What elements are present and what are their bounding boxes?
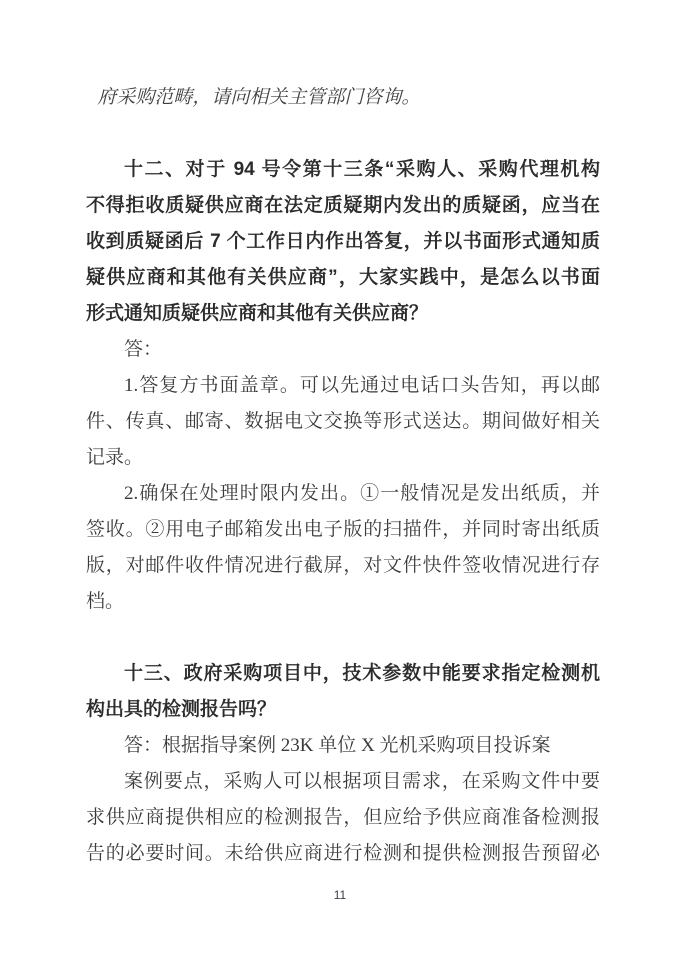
- answer-12-point-2: [86, 476, 600, 620]
- text-line: 十三、政府采购项目中，技术参数中能要求指定检测机: [124, 663, 600, 684]
- text-line: 求供应商提供相应的检测报告，但应给予供应商准备检测报: [86, 807, 600, 828]
- text-line: 档。: [86, 591, 125, 612]
- text-line: 版，对邮件收件情况进行截屏，对文件快件签收情况进行存: [86, 555, 600, 576]
- text-line: 答：: [124, 339, 163, 360]
- text-line: 案例要点，采购人可以根据项目需求，在采购文件中要: [124, 771, 600, 792]
- text-line: 1.答复方书面盖章。可以先通过电话口头告知，再以邮: [124, 375, 600, 396]
- question-13-heading: [86, 656, 600, 728]
- document-content: [86, 80, 600, 872]
- question-12-heading: [86, 152, 600, 332]
- text-line: 收到质疑函后 7 个工作日内作出答复，并以书面形式通知质: [86, 231, 600, 252]
- text-line: 构出具的检测报告吗？: [86, 699, 277, 720]
- text-line: 记录。: [86, 447, 144, 468]
- answer-12-label: [86, 332, 600, 368]
- carryover-sentence: [86, 80, 600, 116]
- answer-12-point-1: [86, 368, 600, 476]
- text-line: 件、传真、邮寄、数据电文交换等形式送达。期间做好相关: [86, 411, 600, 432]
- answer-13-label: [86, 728, 600, 764]
- page-number: 11: [333, 888, 347, 902]
- text-line: 答：根据指导案例 23K 单位 X 光机采购项目投诉案: [124, 735, 551, 756]
- text-line: 不得拒收质疑供应商在法定质疑期内发出的质疑函，应当在: [86, 195, 600, 216]
- text-line: 2.确保在处理时限内发出。①一般情况是发出纸质，并: [124, 483, 600, 504]
- text-line: 疑供应商和其他有关供应商”，大家实践中，是怎么以书面: [86, 267, 600, 288]
- answer-13-case-summary: [86, 764, 600, 872]
- text-line: 府采购范畴，请向相关主管部门咨询。: [97, 87, 421, 108]
- text-line: 十二、对于 94 号令第十三条“采购人、采购代理机构: [124, 159, 600, 180]
- text-line: 告的必要时间。未给供应商进行检测和提供检测报告预留必: [86, 843, 600, 864]
- text-line: 签收。②用电子邮箱发出电子版的扫描件，并同时寄出纸质: [86, 519, 600, 540]
- text-line: 形式通知质疑供应商和其他有关供应商？: [86, 303, 429, 324]
